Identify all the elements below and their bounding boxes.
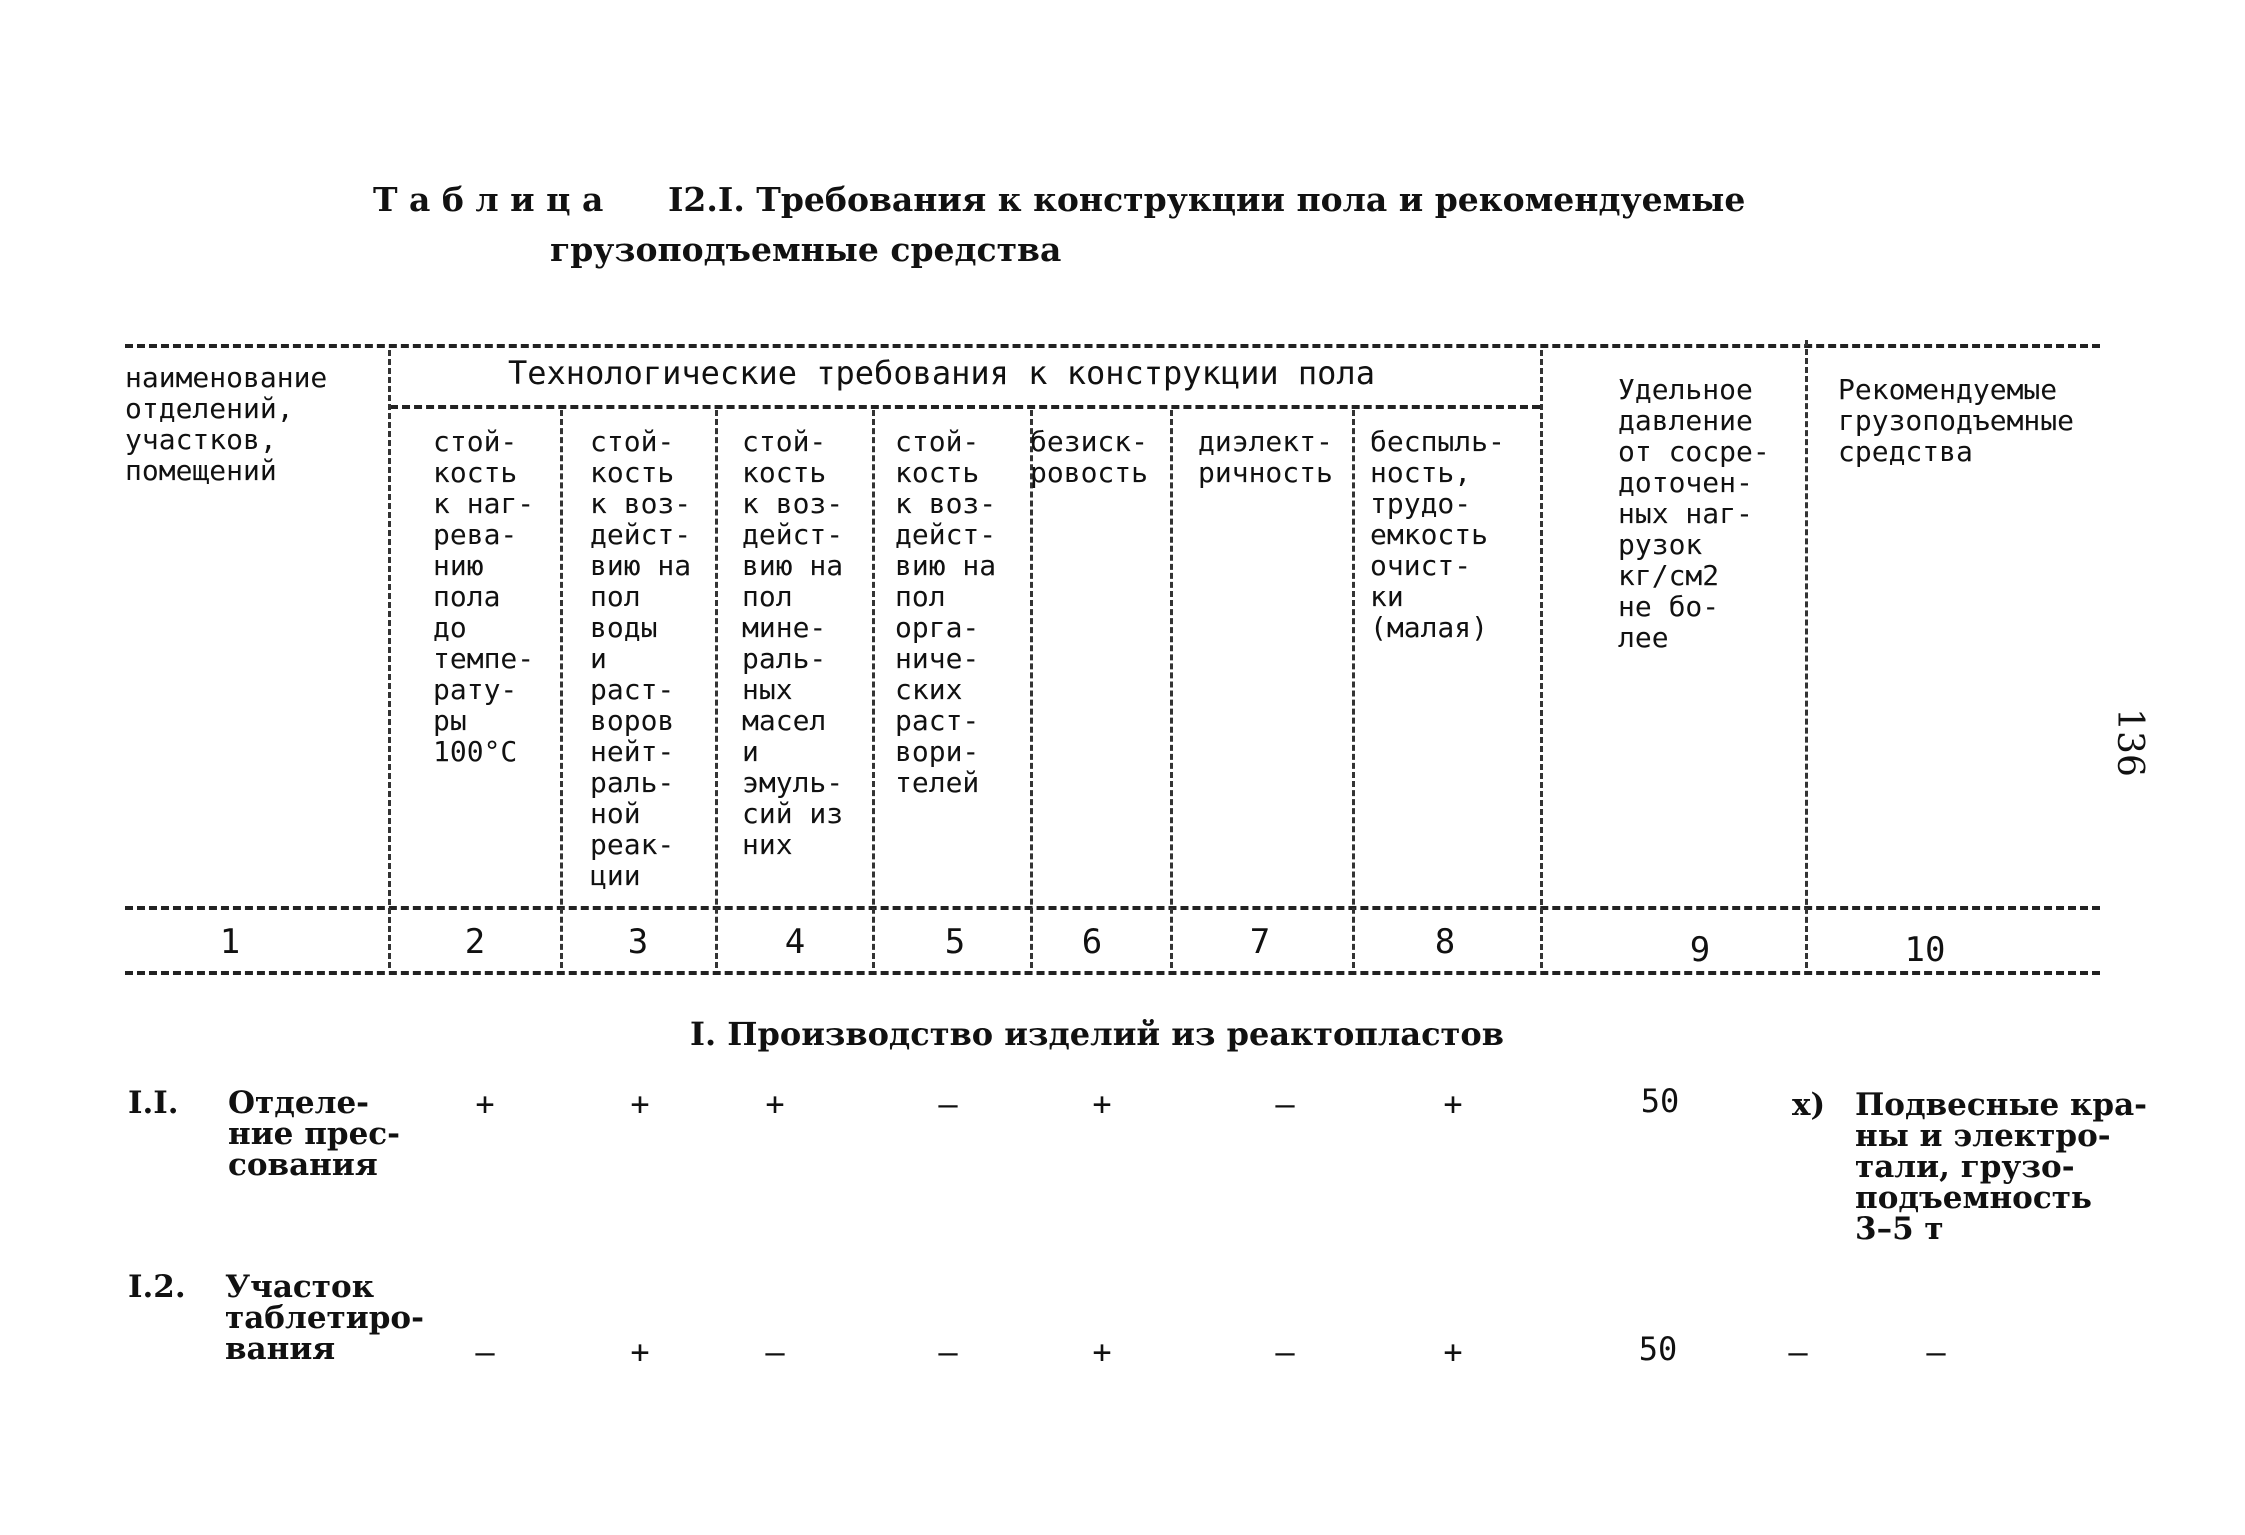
col-divider-4 <box>872 410 875 968</box>
header-specific-pressure: Удельное давление от сосре- доточен- ных наг- рузок кг/см2 не бо- лее <box>1618 373 1770 654</box>
row-2-mark-3: + <box>630 1333 650 1371</box>
row-1-mark-3: + <box>630 1085 650 1123</box>
table-title-prefix: Т а б л и ц а <box>373 180 604 219</box>
col-divider-7 <box>1352 410 1355 968</box>
row-2-note: – <box>1788 1333 1808 1371</box>
row-2-mark-4: – <box>765 1333 785 1371</box>
col-number-5: 5 <box>944 922 966 962</box>
section-title: I. Производство изделий из реактопластов <box>690 1015 1504 1053</box>
row-1-number: I.I. <box>128 1085 179 1121</box>
col-number-7: 7 <box>1249 922 1271 962</box>
table-title-line1: I2.I. Требования к конструкции пола и рекомендуемые <box>668 180 1746 219</box>
col-number-9: 9 <box>1689 930 1711 970</box>
subheader-dustless: беспыль- ность, трудо- емкость очист- ки (малая) <box>1370 425 1505 644</box>
row-1-mark-5: – <box>938 1085 958 1123</box>
subheader-solvent-resistance: стой- кость к воз- дейст- вию на пол орга- ниче- ских раст- вори- телей <box>895 425 997 799</box>
table-top-rule <box>125 344 2100 348</box>
subheader-water-resistance: стой- кость к воз- дейст- вию на пол воды и раст- воров нейт- раль- ной реак- ции <box>590 425 692 892</box>
col-divider-3 <box>715 410 718 968</box>
row-1-equipment: Подвесные кра- ны и электро- тали, грузо- подъемность 3–5 т <box>1855 1087 2148 1247</box>
column-numbers-rule <box>125 971 2100 975</box>
header-bottom-rule <box>125 906 2100 910</box>
subheader-sparkless: безиск- ровость <box>1030 425 1149 489</box>
col-number-2: 2 <box>464 922 486 962</box>
col-divider-2 <box>560 410 563 968</box>
header-tech-requirements: Технологические требования к конструкции пола <box>508 354 1375 392</box>
row-1-mark-2: + <box>475 1085 495 1123</box>
row-2-mark-6: + <box>1092 1333 1112 1371</box>
header-department-name: наименование отделений, участков, помещений <box>125 361 328 487</box>
col-number-4: 4 <box>784 922 806 962</box>
subheader-heat-resistance: стой- кость к наг- рева- нию пола до темпе- рату- ры 100°С <box>433 425 535 768</box>
table-title-line2: грузоподъемные средства <box>550 230 1062 269</box>
row-2-equipment: – <box>1926 1333 1946 1371</box>
col-divider-6 <box>1170 410 1173 968</box>
row-1-mark-4: + <box>765 1085 785 1123</box>
row-1-mark-6: + <box>1092 1085 1112 1123</box>
row-1-mark-8: + <box>1443 1085 1463 1123</box>
col-divider-1 <box>388 350 391 968</box>
col-number-1: 1 <box>219 922 241 962</box>
row-1-name: Отделе- ние прес- сования <box>228 1085 401 1183</box>
row-1-mark-7: – <box>1275 1085 1295 1123</box>
subheader-oil-resistance: стой- кость к воз- дейст- вию на пол мине- раль- ных масел и эмуль- сий из них <box>742 425 844 861</box>
page-number: 136 <box>2108 708 2150 777</box>
col-number-6: 6 <box>1081 922 1103 962</box>
subheader-dielectric: диэлект- ричность <box>1198 425 1333 489</box>
row-1-note: х) <box>1792 1087 1826 1123</box>
row-2-number: I.2. <box>128 1269 186 1305</box>
col-divider-5 <box>1030 410 1033 968</box>
col-divider-9 <box>1805 340 1808 968</box>
col-number-10: 10 <box>1904 930 1946 970</box>
col-number-8: 8 <box>1434 922 1456 962</box>
group-header-rule <box>390 405 1540 409</box>
row-2-mark-8: + <box>1443 1333 1463 1371</box>
col-divider-8 <box>1540 350 1543 968</box>
row-2-mark-7: – <box>1275 1333 1295 1371</box>
col-number-3: 3 <box>627 922 649 962</box>
row-2-pressure: 50 <box>1638 1330 1678 1368</box>
row-2-mark-2: – <box>475 1333 495 1371</box>
header-recommended-lifting: Рекомендуемые грузоподъемные средства <box>1838 373 2075 468</box>
row-1-pressure: 50 <box>1640 1082 1680 1120</box>
row-2-mark-5: – <box>938 1333 958 1371</box>
row-2-name: Участок таблетиро- вания <box>225 1269 424 1367</box>
